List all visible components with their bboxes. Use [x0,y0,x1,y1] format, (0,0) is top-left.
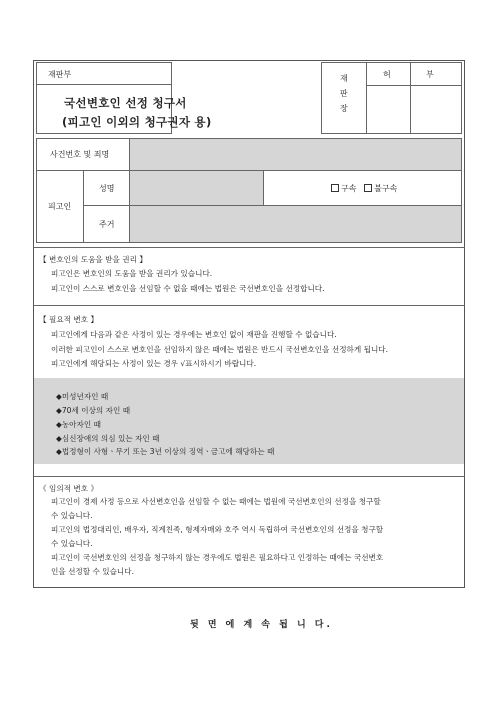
continued-on-back-note: 뒷 면 에 계 속 됩 니 다. [190,620,333,630]
mandatory-item[interactable]: ◆법정형이 사형ㆍ무기 또는 3년 이상의 징역ㆍ금고에 해당하는 때 [56,447,275,456]
detained-checkbox[interactable] [331,184,339,192]
section-optional-defense-line: 인을 선정할 수 있습니다. [51,567,135,576]
section-mandatory-defense-title: 【 필요적 변호 】 [39,315,99,324]
case-value-field[interactable] [130,139,461,170]
form-subtitle: (피고인 이외의 청구권자 용) [62,115,212,129]
section-mandatory-defense-line: 피고인에게 해당되는 사정이 있는 경우 √표시하시기 바랍니다. [51,359,257,368]
not-detained-label: 불구속 [374,184,398,193]
name-label: 성명 [99,184,115,193]
decision-label-char-2: 판 [340,89,348,98]
decision-label-char-3: 장 [340,104,348,113]
decision-label-char-1: 재 [340,74,348,83]
mandatory-item[interactable]: ◆70세 이상의 자인 때 [56,406,131,415]
section-optional-defense-line: 수 있습니다. [51,539,93,548]
defendant-label: 피고인 [48,202,72,211]
mandatory-item[interactable]: ◆농아자인 때 [56,420,101,429]
approve-column-label: 허 [383,70,391,79]
case-label: 사건번호 및 죄명 [50,150,110,159]
section-right-to-counsel-line: 피고인이 스스로 변호인을 선임할 수 없을 때에는 법원은 국선변호인을 선정합니다. [51,284,325,293]
address-label: 주거 [99,220,115,229]
mandatory-item[interactable]: ◆미성년자인 때 [56,392,109,401]
section-mandatory-defense-line: 피고인에게 다음과 같은 사정이 있는 경우에는 변호인 없이 재판을 진행할 수 없습니다. [51,330,337,339]
not-detained-checkbox[interactable] [364,184,372,192]
detention-status [331,183,397,194]
section-right-to-counsel-line: 피고인은 변호인의 도움을 받을 권리가 있습니다. [51,269,213,278]
address-field[interactable] [130,206,461,242]
reject-column-label: 부 [426,70,434,79]
name-field[interactable] [130,171,263,205]
section-mandatory-defense-line: 이러한 피고인이 스스로 변호인을 선임하지 않은 때에는 법원은 반드시 국선변호인을 선정하게 됩니다. [51,345,389,354]
form-title: 국선변호인 선정 청구서 [64,96,187,110]
section-optional-defense-line: 피고인이 국선변호인의 선정을 청구하지 않는 경우에도 법원은 필요하다고 인정하는 때에는 국선변호 [51,553,384,562]
court-label: 재판부 [48,70,72,79]
section-optional-defense-title: 《 임의적 변호 》 [39,484,99,493]
section-optional-defense-line: 피고인이 경제 사정 등으로 사선변호인을 선임할 수 없는 때에는 법원에 국선변호인의 선정을 청구할 [51,497,381,506]
section-optional-defense-line: 수 있습니다. [51,511,93,520]
mandatory-item[interactable]: ◆심신장애의 의심 있는 자인 때 [56,434,160,443]
section-optional-defense-line: 피고인의 법정대리인, 배우자, 직계친족, 형제자매와 호주 역시 독립하여 국선변호인의 선정을 청구할 [51,525,384,534]
detained-label: 구속 [341,184,357,193]
section-right-to-counsel-title: 【 변호인의 도움을 받을 권리 】 [39,255,147,264]
